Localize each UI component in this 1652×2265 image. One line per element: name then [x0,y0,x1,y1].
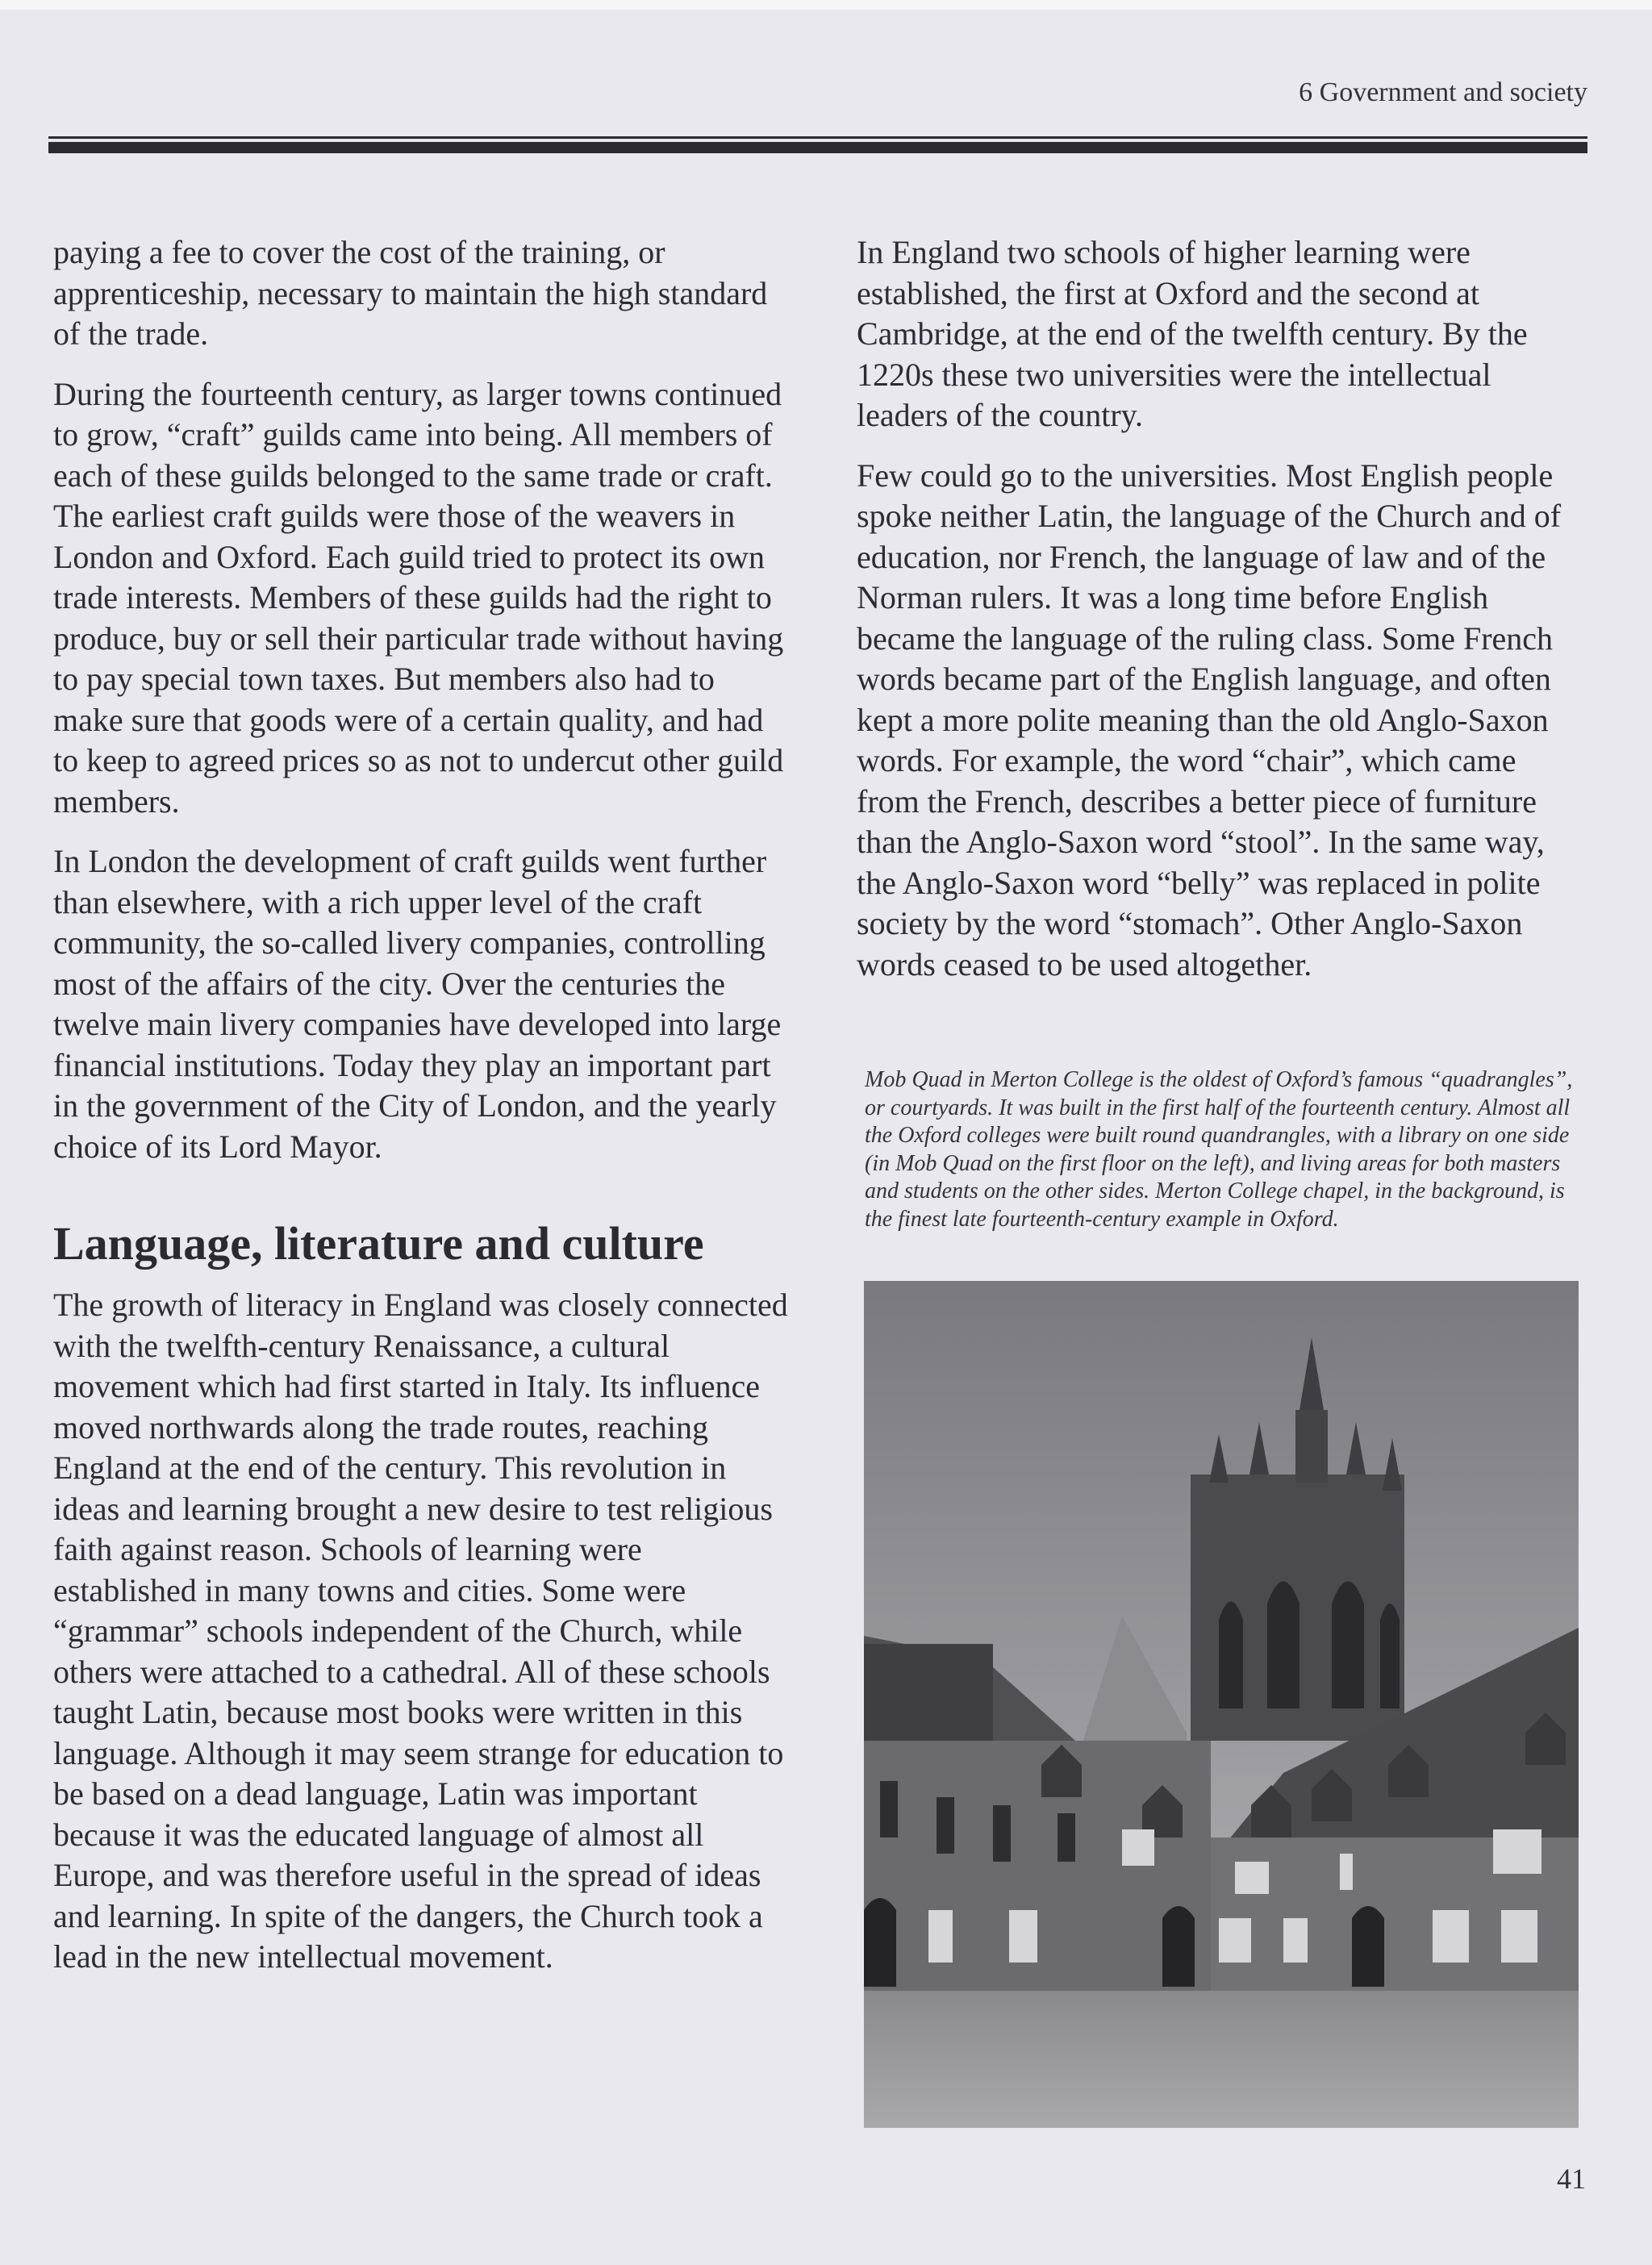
photograph-merton-college-quad [864,1281,1579,2128]
figure-caption: Mob Quad in Merton College is the oldest of Oxford’s famous “quadrangles”, or courtyards. It was built in the first half of the fourteenth century. Almost all the Oxford colleges were built round quandrangles, with a library on one side (in Mob Quad on the first floor on the left), and living areas for both masters and students on the other sides. Merton College chapel, in the background, is the finest late fourteenth-century example in Oxford. [865,1067,1573,1232]
left-column [53,232,789,1997]
page-number: 41 [1557,2163,1586,2195]
right-column [857,232,1583,1004]
paragraph: In England two schools of higher learning were established, the first at Oxford and the second at Cambridge, at the end of the twelfth century. By the 1220s these two universities were the intellectual leaders of the country. [857,234,1528,433]
photograph-image [864,1281,1579,2128]
paragraph: Few could go to the universities. Most English people spoke neither Latin, the language of the Church and of education, nor French, the language of law and of the Norman rulers. It was a long time before English became the language of the ruling class. Some French words became part of the English language, and often kept a more polite meaning than the old Anglo-Saxon words. For example, the word “chair”, which came from the French, describes a better piece of furniture than the Anglo-Saxon word “stool”. In the same way, the Anglo-Saxon word “belly” was replaced in polite society by the word “stomach”. Other Anglo-Saxon words ceased to be used altogether. [857,457,1562,982]
paragraph: paying a fee to cover the cost of the training, or apprenticeship, necessary to maintain the high standard of the trade. [53,234,768,352]
paragraph: During the fourteenth century, as larger towns continued to grow, “craft” guilds came into being. All members of each of these guilds belonged to the same trade or craft. The earliest craft guilds were those of the weavers in London and Oxford. Each guild tried to protect its own trade interests. Members of these guilds had the right to produce, buy or sell their particular trade without having to pay special town taxes. But members also had to make sure that goods were of a certain quality, and had to keep to agreed prices so as not to undercut other guild members. [53,375,784,820]
running-head: 6 Government and society [1299,77,1587,107]
page-top-edge [0,0,1652,10]
paragraph: In London the development of craft guilds went further than elsewhere, with a rich upper level of the craft community, the so-called livery companies, controlling most of the affairs of the city. Over the centuries the twelve main livery companies have developed into large financial institutions. Today they play an important part in the government of the City of London, and the yearly choice of its Lord Mayor. [53,843,782,1165]
header-rule-thin [48,136,1587,139]
section-heading: Language, literature and culture [53,1217,704,1270]
header-rule-thick [48,142,1587,153]
paragraph: The growth of literacy in England was closely connected with the twelfth-century Renaissance, a cultural movement which had first started in Italy. Its influence moved northwards along the trade routes, reaching England at the end of the century. This revolution in ideas and learning brought a new desire to test religious faith against reason. Schools of learning were established in many towns and cities. Some were “grammar” schools independent of the Church, while others were attached to a cathedral. All of these schools taught Latin, because most books were written in this language. Although it may seem strange for education to be based on a dead language, Latin was important because it was the educated language of almost all Europe, and was therefore useful in the spread of ideas and learning. In spite of the dangers, the Church took a lead in the new intellectual movement. [53,1287,788,1975]
